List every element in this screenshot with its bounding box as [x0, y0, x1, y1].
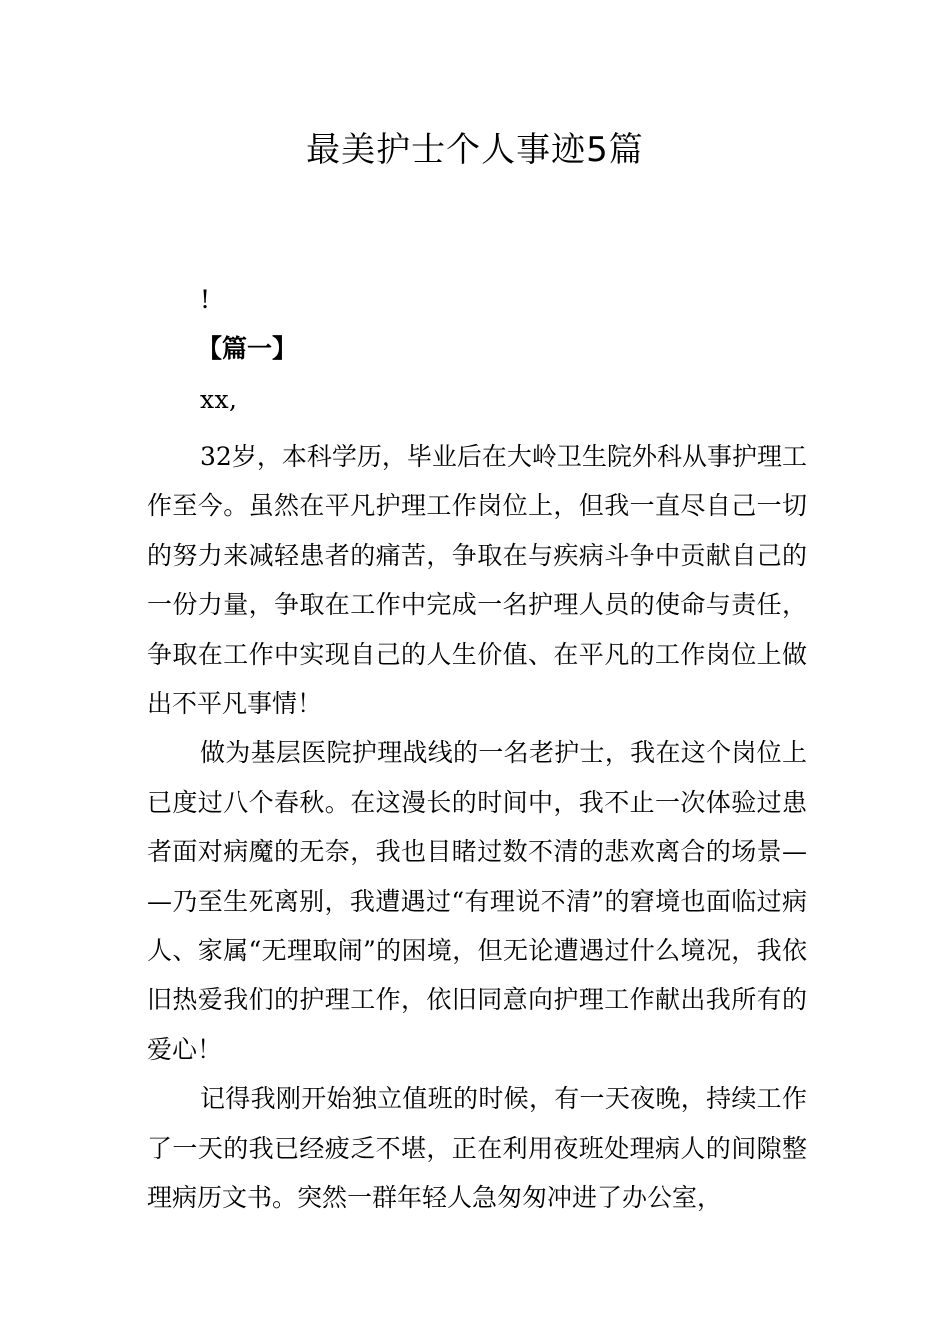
paragraph: 32岁，本科学历，毕业后在大岭卫生院外科从事护理工作至今。虽然在平凡护理工作岗位上，但我一直尽自己一切的努力来减轻患者的痛苦，争取在与疾病斗争中贡献自己的一份力量，争取在工作中完成一名护理人员的使命与责任，争取在工作中实现自己的人生价值、在平凡的工作岗位上做出不平凡事情！ — [147, 442, 807, 719]
section-heading: 【篇一】 — [197, 334, 298, 363]
exclamation-line: ! — [200, 285, 211, 314]
body-text — [147, 432, 807, 1223]
paragraph: 做为基层医院护理战线的一名老护士，我在这个岗位上已度过八个春秋。在这漫长的时间中，我不止一次体验过患者面对病魔的无奈，我也目睹过数不清的悲欢离合的场景——乃至生死离别，我遭遇过“有理说不清”的窘境也面临过病人、家属“无理取闹”的困境，但无论遭遇过什么境况，我依旧热爱我们的护理工作，依旧同意向护理工作献出我所有的爱心！ — [147, 738, 807, 1064]
paragraph: 记得我刚开始独立值班的时候，有一天夜晚，持续工作了一天的我已经疲乏不堪，正在利用夜班处理病人的间隙整理病历文书。突然一群年轻人急匆匆冲进了办公室， — [147, 1084, 807, 1213]
document-title: 最美护士个人事迹5篇 — [306, 130, 644, 170]
name-line: xx, — [200, 385, 238, 414]
